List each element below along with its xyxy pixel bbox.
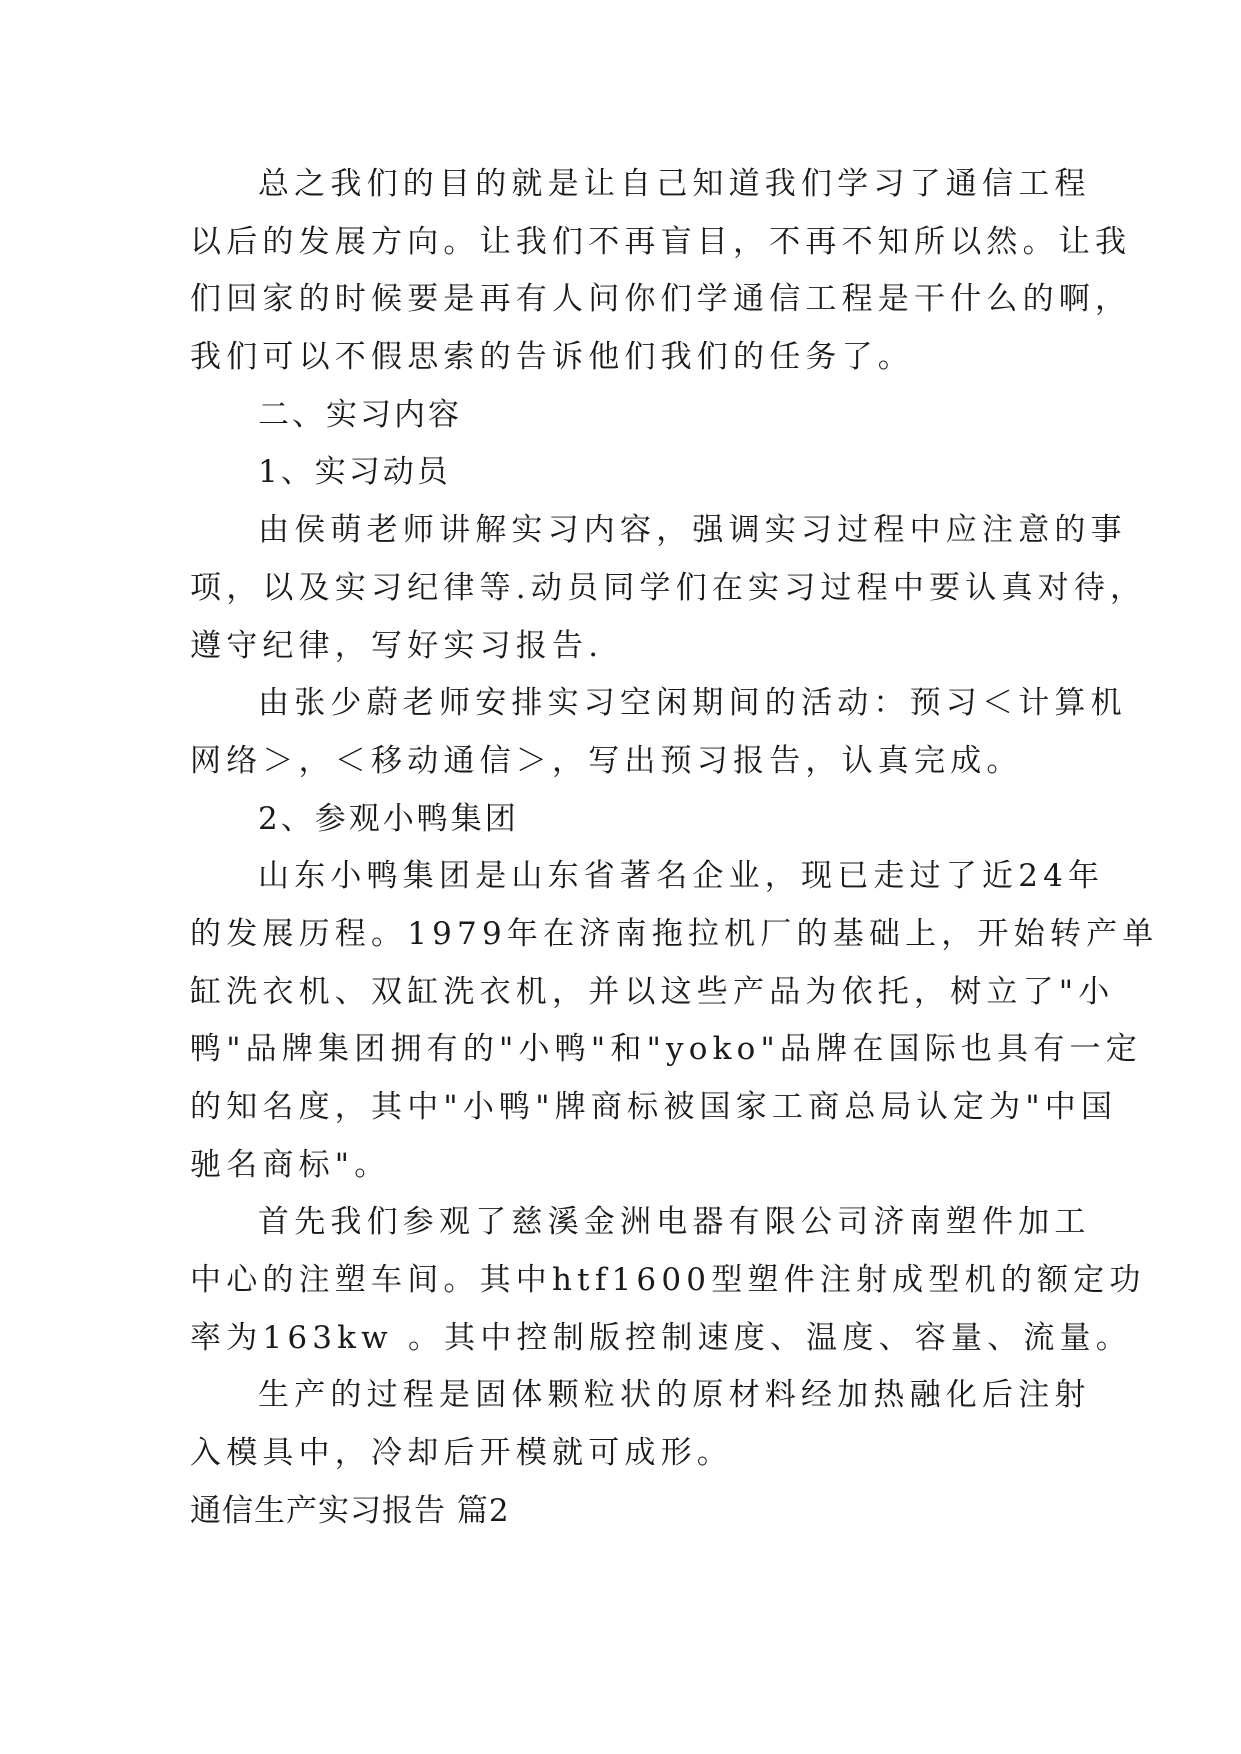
paragraph-line: 总之我们的目的就是让自己知道我们学习了通信工程	[258, 166, 1091, 202]
paragraph-line: 网络＞，＜移动通信＞，写出预习报告，认真完成。	[190, 742, 1023, 779]
paragraph-line: 由张少蔚老师安排实习空闲期间的活动：预习＜计算机	[258, 685, 1127, 722]
paragraph-line: 由侯萌老师讲解实习内容，强调实习过程中应注意的事	[258, 512, 1127, 549]
document-body	[190, 156, 1159, 1541]
paragraph-line: 缸洗衣机、双缸洗衣机，并以这些产品为依托，树立了"小	[190, 973, 1115, 1010]
subsection-heading: 2、参观小鸭集团	[258, 800, 519, 837]
paragraph-line: 中心的注塑车间。其中htf1600型塑件注射成型机的额定功	[190, 1262, 1146, 1299]
paragraph-line: 的知名度，其中"小鸭"牌商标被国家工商总局认定为"中国	[190, 1089, 1118, 1125]
section-heading: 二、实习内容	[258, 396, 462, 433]
paragraph-line: 们回家的时候要是再有人问你们学通信工程是干什么的啊，	[190, 281, 1132, 318]
report-section-title: 通信生产实习报告 篇2	[190, 1492, 510, 1529]
paragraph-line: 鸭"品牌集团拥有的"小鸭"和"yoko"品牌在国际也具有一定	[190, 1031, 1142, 1068]
paragraph-line: 生产的过程是固体颗粒状的原材料经加热融化后注射	[258, 1377, 1091, 1414]
paragraph-line: 遵守纪律，写好实习报告.	[190, 627, 604, 664]
subsection-heading: 1、实习动员	[258, 454, 451, 491]
paragraph-line: 山东小鸭集团是山东省著名企业，现已走过了近24年	[258, 858, 1105, 895]
paragraph-line: 首先我们参观了慈溪金洲电器有限公司济南塑件加工	[258, 1204, 1091, 1241]
paragraph-line: 的发展历程。1979年在济南拖拉机厂的基础上，开始转产单	[190, 915, 1159, 952]
paragraph-line: 驰名商标"。	[190, 1146, 391, 1183]
paragraph-line: 入模具中，冷却后开模就可成形。	[190, 1435, 733, 1472]
paragraph-line: 以后的发展方向。让我们不再盲目，不再不知所以然。让我	[190, 223, 1132, 260]
paragraph-line: 率为163kw 。其中控制版控制速度、温度、容量、流量。	[190, 1319, 1132, 1356]
paragraph-line: 我们可以不假思索的告诉他们我们的任务了。	[190, 339, 914, 376]
paragraph-line: 项，以及实习纪律等.动员同学们在实习过程中要认真对待，	[190, 569, 1147, 606]
